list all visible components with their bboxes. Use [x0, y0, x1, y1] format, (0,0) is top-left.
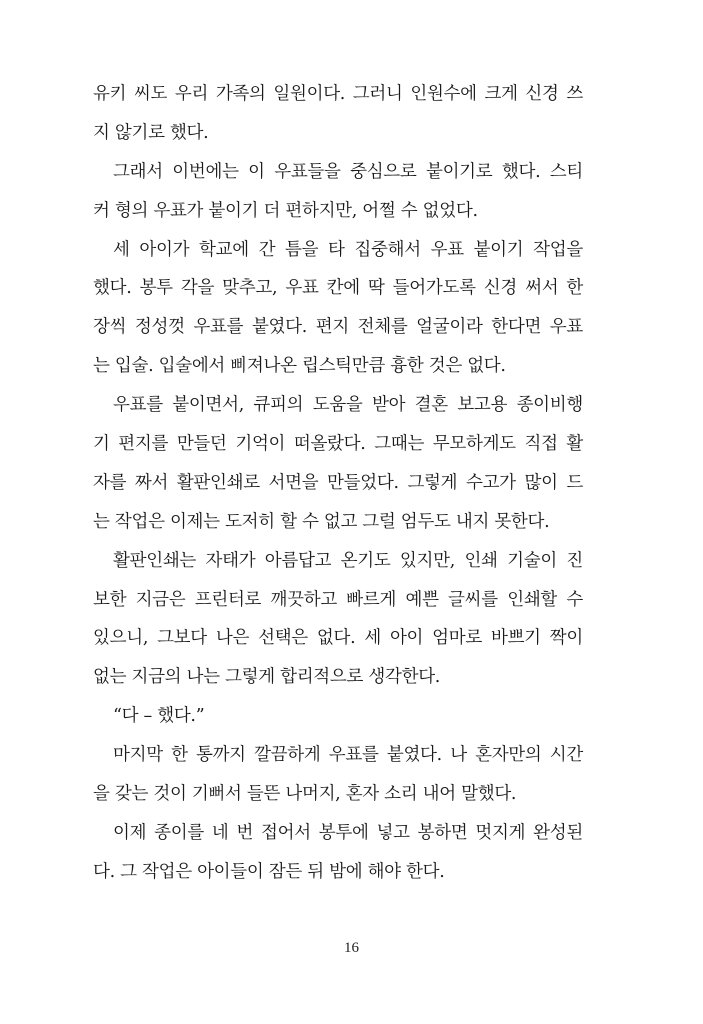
- text-line: 유키 씨도 우리 가족의 일원이다. 그러니 인원수에 크게 신경 쓰: [93, 84, 583, 104]
- text-line: 자를 짜서 활판인쇄로 서면을 만들었다. 그렇게 수고가 많이 드: [93, 472, 583, 493]
- text-line: 보한 지금은 프린터로 깨끗하고 빠르게 예쁜 글씨를 인쇄할 수: [93, 589, 583, 610]
- text-line: 세 아이가 학교에 간 틈을 타 집중해서 우표 붙이기 작업을: [113, 239, 583, 260]
- page-number: 16: [344, 940, 359, 956]
- text-line: 장씩 정성껏 우표를 붙였다. 편지 전체를 얼굴이라 한다면 우표: [93, 317, 583, 338]
- text-line: 우표를 붙이면서, 큐피의 도움을 받아 결혼 보고용 종이비행: [113, 395, 583, 416]
- text-line: 마지막 한 통까지 깔끔하게 우표를 붙였다. 나 혼자만의 시간: [113, 745, 583, 766]
- text-line: 이제 종이를 네 번 접어서 봉투에 넣고 봉하면 멋지게 완성된: [113, 822, 583, 843]
- dialogue-line: “다 – 했다.”: [113, 706, 205, 727]
- text-line: 활판인쇄는 자태가 아름답고 온기도 있지만, 인쇄 기술이 진: [113, 550, 583, 571]
- text-line: 지 않기로 했다.: [93, 122, 209, 143]
- text-line: 커 형의 우표가 붙이기 더 편하지만, 어쩔 수 없었다.: [93, 200, 478, 221]
- text-line: 는 입술. 입술에서 삐져나온 립스틱만큼 흉한 것은 없다.: [93, 356, 506, 377]
- text-line: 다. 그 작업은 아이들이 잠든 뒤 밤에 해야 한다.: [93, 861, 445, 882]
- text-line: 있으니, 그보다 나은 선택은 없다. 세 아이 엄마로 바쁘기 짝이: [93, 628, 583, 649]
- text-line: 했다. 봉투 각을 맞추고, 우표 칸에 딱 들어가도록 신경 써서 한: [93, 278, 583, 299]
- text-line: 는 작업은 이제는 도저히 할 수 없고 그럴 엄두도 내지 못한다.: [93, 511, 550, 532]
- body-text: [93, 75, 583, 892]
- text-line: 기 편지를 만들던 기억이 떠올랐다. 그때는 무모하게도 직접 활: [93, 434, 583, 455]
- text-line: 을 갖는 것이 기뻐서 들뜬 나머지, 혼자 소리 내어 말했다.: [93, 784, 517, 805]
- text-line: 그래서 이번에는 이 우표들을 중심으로 붙이기로 했다. 스티: [113, 161, 583, 182]
- text-line: 없는 지금의 나는 그렇게 합리적으로 생각한다.: [93, 667, 441, 688]
